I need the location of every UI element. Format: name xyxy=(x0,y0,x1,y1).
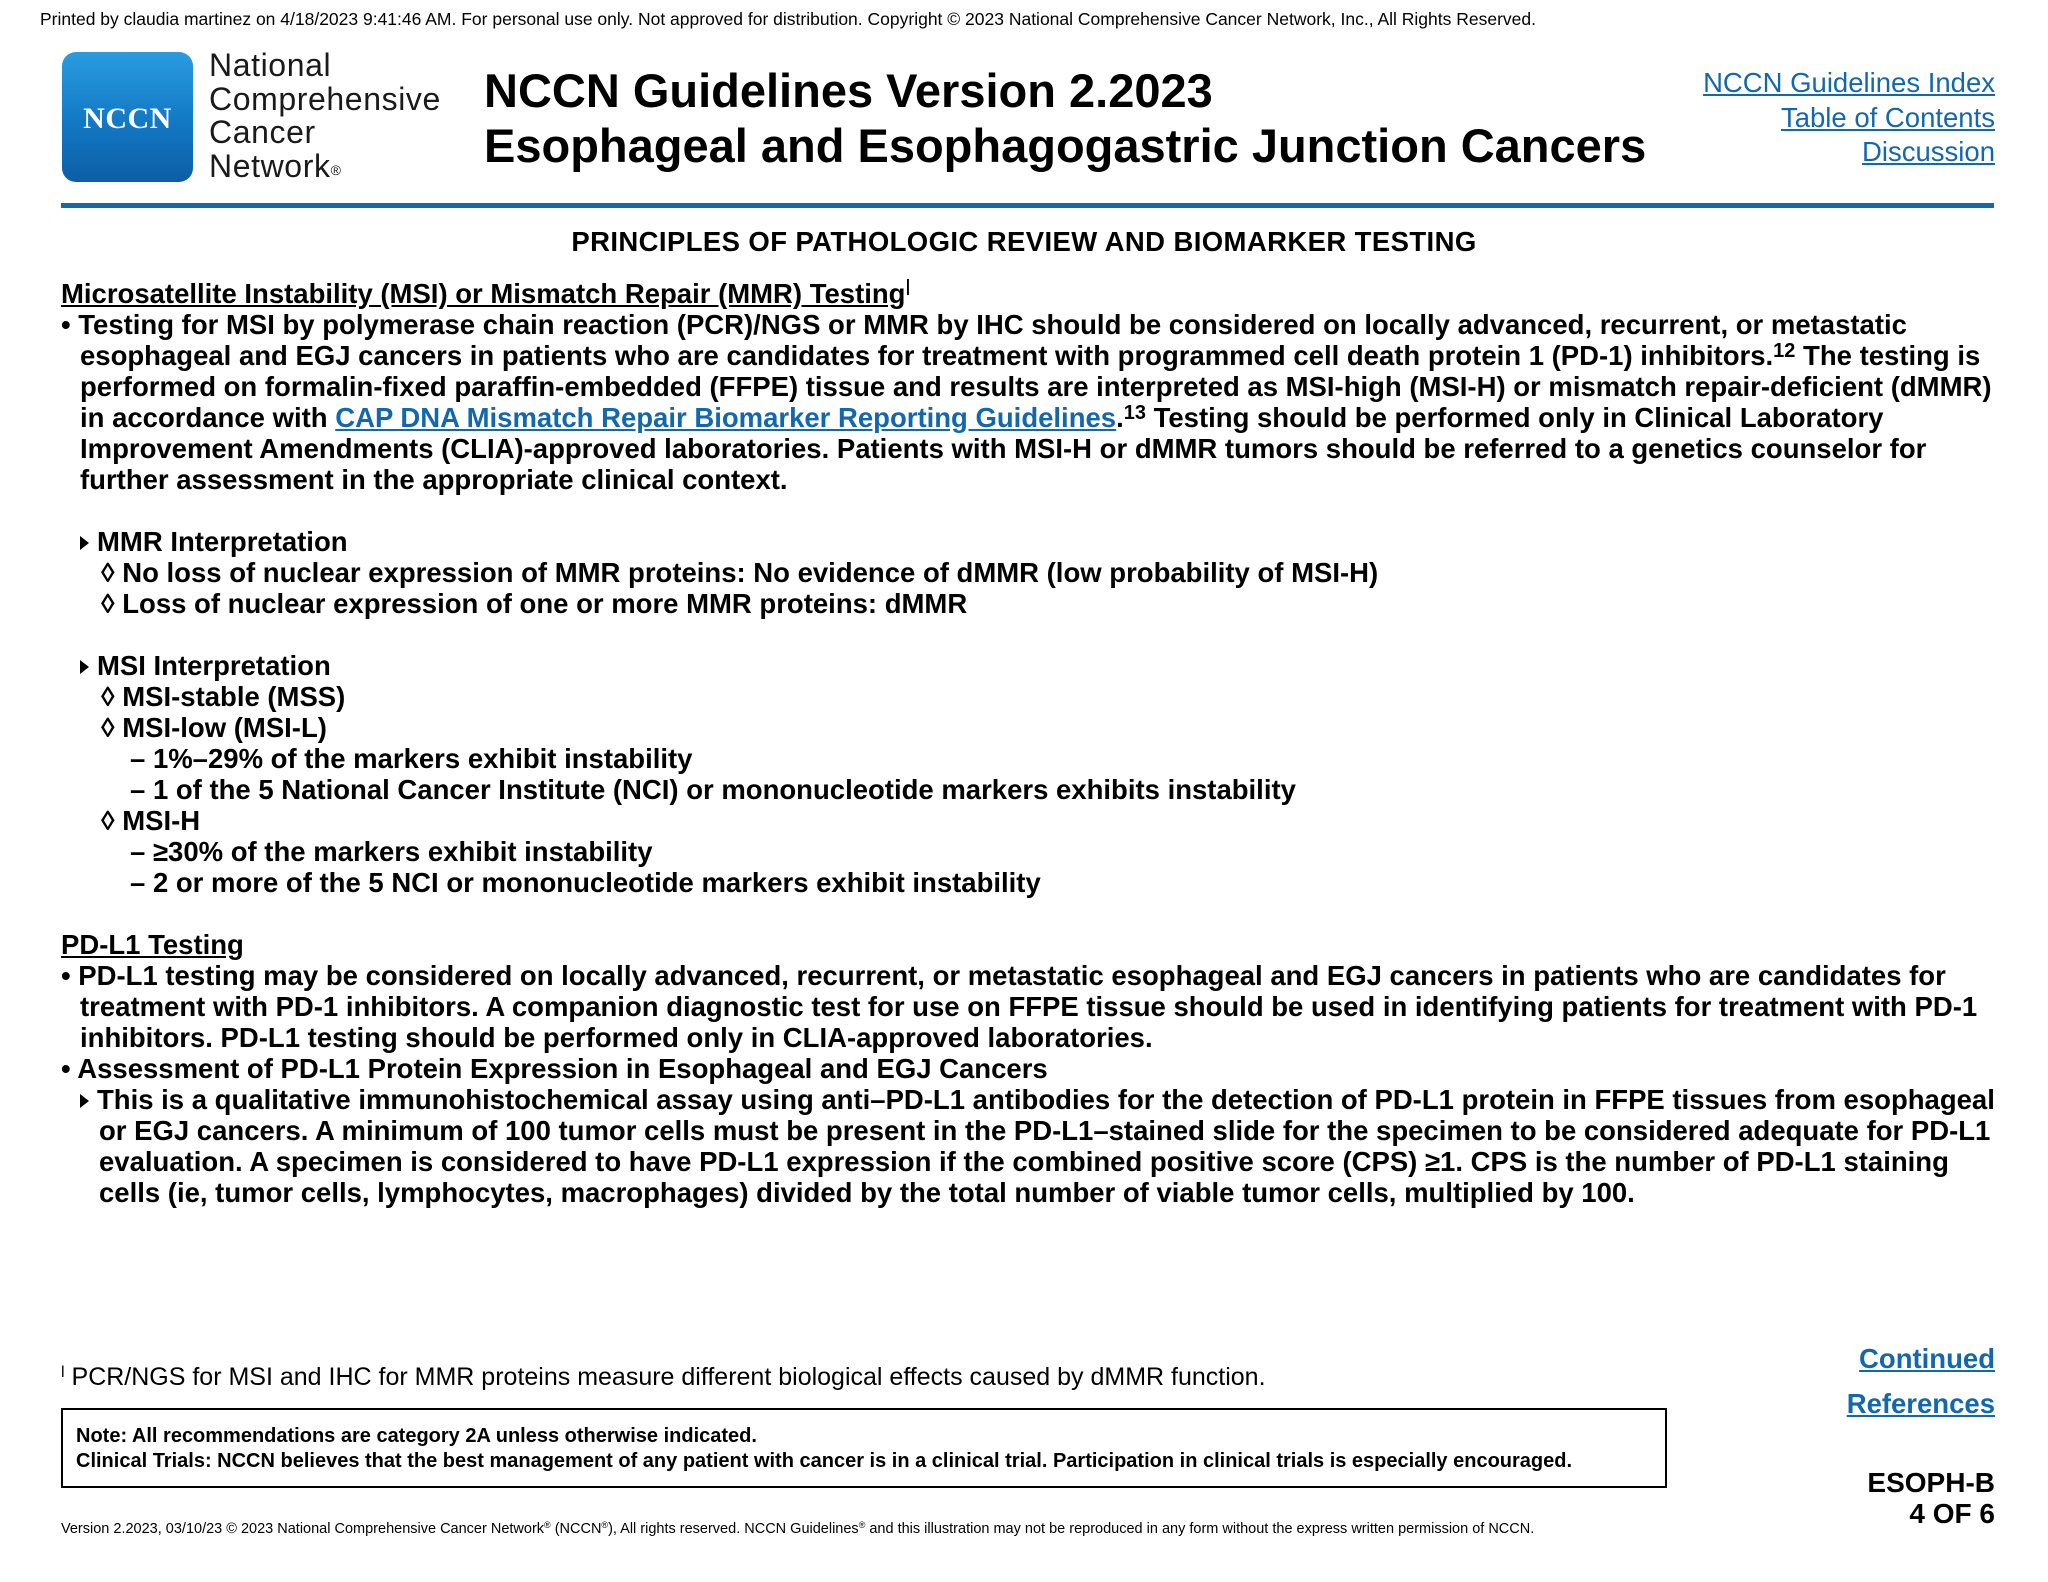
org-line-1: National xyxy=(209,47,332,83)
mmr-interpretation xyxy=(61,526,1996,557)
main-content xyxy=(61,275,1996,1208)
mmr-interpretation-title: MMR Interpretation xyxy=(97,526,348,557)
continued-link[interactable]: Continued xyxy=(1859,1343,1995,1374)
list-item xyxy=(61,557,1996,588)
msi-bullet: • Testing for MSI by polymerase chain reaction (PCR)/NGS or MMR by IHC should be considered on locally advanced, recurrent, or metastatic esophageal and EGJ cancers in patients who are candidates for treatment with programmed cell death protein 1 (PD-1) inhibitors.$^{12}$ The testing is performed on formalin-fixed paraffin-embedded (FFPE) tissue and results are interpreted as MSI-high (MSI-H) or mismatch repair-deficient (dMMR) in accordance with CAP DNA Mismatch Repair Biomarker Reporting Guidelines.$^{13}$ Testing should be performed only in Clinical Laboratory Improvement Amendments (CLIA)-approved laboratories. Patients with MSI-H or dMMR tumors should be referred to a genetics counselor for further assessment in the appropriate clinical context. xyxy=(61,309,1992,495)
references-link[interactable]: References xyxy=(1846,1388,1995,1419)
list-item: – 1 of the 5 National Cancer Institute (NCI) or mononucleotide markers exhibits instability xyxy=(130,774,1296,805)
msi-text-2: The testing is performed on formalin-fixed paraffin-embedded (FFPE) tissue and results are interpreted as MSI-high (MSI-H) or mismatch repair-deficient (dMMR) in accordance with xyxy=(80,340,1992,433)
footnote xyxy=(61,1363,1266,1392)
page-code xyxy=(1867,1467,1995,1529)
pdl1-bullet-2-text: Assessment of PD-L1 Protein Expression in Esophageal and EGJ Cancers xyxy=(77,1053,1048,1084)
list-item xyxy=(61,712,1996,743)
guidelines-cancer-title: Esophageal and Esophagogastric Junction Cancers xyxy=(484,119,1647,172)
discussion-link[interactable]: Discussion xyxy=(1862,136,1995,167)
diamond-bullet-icon: ◊ xyxy=(101,588,123,619)
registered-mark: ® xyxy=(330,161,342,178)
version-text-4: and this illustration may not be reproduced in any form without the express written permission of NCCN. xyxy=(865,1521,1535,1537)
list-item: – ≥30% of the markers exhibit instability xyxy=(130,836,653,867)
list-item: – 1%–29% of the markers exhibit instability xyxy=(130,743,693,774)
version-text-1: Version 2.2023, 03/10/23 © 2023 National Comprehensive Cancer Network xyxy=(61,1521,545,1537)
footnote-mark: l xyxy=(61,1364,65,1381)
nccn-logo xyxy=(62,52,193,182)
section-title: PRINCIPLES OF PATHOLOGIC REVIEW AND BIOMARKER TESTING xyxy=(571,226,1477,257)
print-notice: Printed by claudia martinez on 4/18/2023 9:41:46 AM. For personal use only. Not approved for distribution. Copyright © 2023 National Comprehensive Cancer Network, Inc., All Rights Reserved. xyxy=(40,9,1536,29)
registered-mark: ® xyxy=(601,1520,609,1530)
version-footer xyxy=(61,1521,1534,1537)
footnote-ref-l[interactable]: l xyxy=(905,275,911,300)
page-code-id: ESOPH-B xyxy=(1867,1467,1995,1498)
msi-text-1: Testing for MSI by polymerase chain reaction (PCR)/NGS or MMR by IHC should be considered on locally advanced, recurrent, or metastatic esophageal and EGJ cancers in patients who are candidates for treatment with programmed cell death protein 1 (PD-1) inhibitors. xyxy=(78,309,1907,371)
reference-12[interactable]: 12 xyxy=(1773,340,1796,362)
diamond-bullet-icon: ◊ xyxy=(101,805,123,836)
registered-mark: ® xyxy=(858,1520,866,1530)
msih-text: MSI-H xyxy=(122,805,201,836)
navigation-links xyxy=(1847,1336,1995,1426)
registered-mark: ® xyxy=(544,1520,551,1530)
note-line-1: Note: All recommendations are category 2A unless otherwise indicated. xyxy=(76,1425,757,1447)
msil-text: MSI-low (MSI-L) xyxy=(122,712,327,743)
header-links xyxy=(1703,66,1995,170)
pdl1-heading: PD-L1 Testing xyxy=(61,929,244,960)
mmr-item-text: Loss of nuclear expression of one or more MMR proteins: dMMR xyxy=(122,588,968,619)
arrow-bullet-icon xyxy=(80,536,89,550)
logo-text: NCCN xyxy=(83,102,172,135)
footnote-text: PCR/NGS for MSI and IHC for MMR proteins measure different biological effects caused by dMMR function. xyxy=(71,1363,1266,1391)
cap-guidelines-link[interactable]: CAP DNA Mismatch Repair Biomarker Reporting Guidelines xyxy=(335,402,1117,433)
list-item: – 2 or more of the 5 NCI or mononucleotide markers exhibit instability xyxy=(130,867,1041,898)
table-of-contents-link[interactable]: Table of Contents xyxy=(1780,101,1995,133)
msi-heading: Microsatellite Instability (MSI) or Mismatch Repair (MMR) Testing xyxy=(61,278,906,309)
msih-item-text: 2 or more of the 5 NCI or mononucleotide markers exhibit instability xyxy=(152,867,1041,898)
org-line-2: Comprehensive xyxy=(209,80,441,117)
list-item xyxy=(61,805,1996,836)
diamond-bullet-icon: ◊ xyxy=(101,557,123,588)
guidelines-index-link[interactable]: NCCN Guidelines Index xyxy=(1703,67,1995,98)
msi-interpretation-title: MSI Interpretation xyxy=(97,650,331,681)
diamond-bullet-icon: ◊ xyxy=(101,681,123,712)
note-line-2: Clinical Trials: NCCN believes that the best management of any patient with cancer is in a clinical trial. Participation in clinical trials is especially encouraged. xyxy=(76,1450,1573,1472)
pdl1-bullet-1-text: PD-L1 testing may be considered on locally advanced, recurrent, or metastatic esophageal and EGJ cancers in patients who are candidates for treatment with PD-1 inhibitors. A companion diagnostic test for use on FFPE tissue should be used in identifying patients for treatment with PD-1 inhibitors. PD-L1 testing should be performed only in CLIA-approved laboratories. xyxy=(78,960,1978,1053)
msi-interpretation xyxy=(61,650,1996,681)
diamond-bullet-icon: ◊ xyxy=(101,712,123,743)
list-item xyxy=(61,588,1996,619)
mmr-item-text: No loss of nuclear expression of MMR proteins: No evidence of dMMR (low probability of MSI-H) xyxy=(122,557,1379,588)
msi-text-3: . xyxy=(1116,402,1124,433)
pdl1-sub-text: This is a qualitative immunohistochemical assay using anti–PD-L1 antibodies for the detection of PD-L1 protein in FFPE tissues from esophageal or EGJ cancers. A minimum of 100 tumor cells must be present in the PD-L1–stained slide for the specimen to be considered adequate for PD-L1 evaluation. A specimen is considered to have PD-L1 expression if the combined positive score (CPS) ≥1. CPS is the number of PD-L1 staining cells (ie, tumor cells, lymphocytes, macrophages) divided by the total number of viable tumor cells, multiplied by 100. xyxy=(97,1084,1995,1208)
pdl1-sub-bullet xyxy=(61,1084,1996,1208)
page-number: 4 OF 6 xyxy=(1909,1498,1995,1529)
msi-text-4: Testing should be performed only in Clinical Laboratory Improvement Amendments (CLIA)-approved laboratories. Patients with MSI-H or dMMR tumors should be referred to a genetics counselor for further assessment in the appropriate clinical context. xyxy=(80,402,1927,495)
reference-13[interactable]: 13 xyxy=(1123,402,1146,424)
msil-item-text: 1 of the 5 National Cancer Institute (NCI) or mononucleotide markers exhibits instability xyxy=(152,774,1296,805)
org-line-4: Network xyxy=(209,147,331,184)
msil-item-text: 1%–29% of the markers exhibit instability xyxy=(152,743,693,774)
pdl1-bullet-2: • Assessment of PD-L1 Protein Expression in Esophageal and EGJ Cancers xyxy=(61,1053,1048,1084)
msih-item-text: ≥30% of the markers exhibit instability xyxy=(152,836,653,867)
arrow-bullet-icon xyxy=(80,1094,89,1108)
guidelines-version-title: NCCN Guidelines Version 2.2023 xyxy=(484,64,1213,117)
version-text-2: (NCCN xyxy=(550,1521,602,1537)
org-line-3: Cancer xyxy=(209,114,316,150)
header-divider xyxy=(61,203,1994,208)
organization-name xyxy=(209,49,441,183)
pdl1-bullet-1: • PD-L1 testing may be considered on locally advanced, recurrent, or metastatic esophageal and EGJ cancers in patients who are candidates for treatment with PD-1 inhibitors. A companion diagnostic test for use on FFPE tissue should be used in identifying patients for treatment with PD-1 inhibitors. PD-L1 testing should be performed only in CLIA-approved laboratories. xyxy=(61,960,1978,1053)
arrow-bullet-icon xyxy=(80,660,89,674)
note-box xyxy=(61,1408,1667,1488)
version-text-3: ), All rights reserved. NCCN Guidelines xyxy=(608,1521,859,1537)
list-item xyxy=(61,681,1996,712)
mss-text: MSI-stable (MSS) xyxy=(122,681,346,712)
